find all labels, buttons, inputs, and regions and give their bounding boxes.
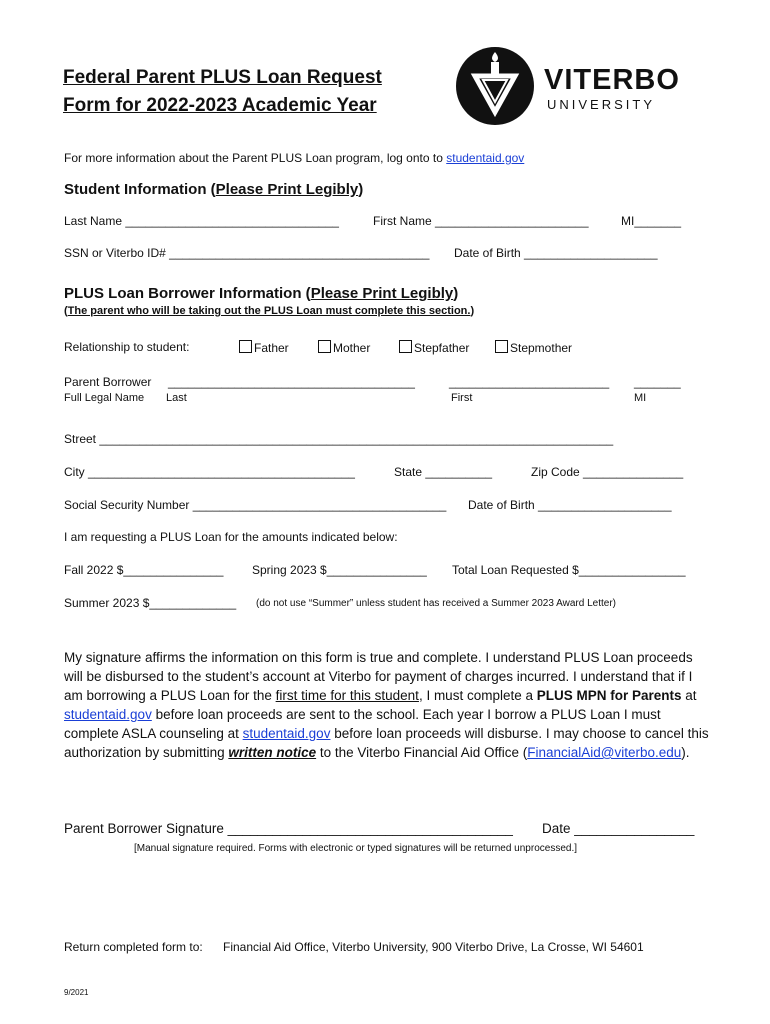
relationship-label: Relationship to student: xyxy=(64,340,190,354)
heading-text: Student Information ( xyxy=(64,181,216,198)
studentaid-link-1[interactable]: studentaid.gov xyxy=(64,707,152,722)
subheading-text: The parent who will be taking out the PLUS Loan must complete this section. xyxy=(67,305,471,317)
first-name-field[interactable]: First Name _______________________ xyxy=(373,214,589,228)
parent-dob-field[interactable]: Date of Birth ____________________ xyxy=(468,498,672,512)
signature-note: [Manual signature required. Forms with electronic or typed signatures will be returned unprocessed.] xyxy=(134,843,577,854)
heading-underlined: Please Print Legibly xyxy=(310,285,454,302)
checkbox-mother[interactable] xyxy=(318,340,370,355)
affirmation-text: to the Viterbo Financial Aid Office ( xyxy=(316,745,528,760)
checkbox-icon[interactable] xyxy=(399,340,412,353)
checkbox-icon[interactable] xyxy=(239,340,252,353)
first-label: First xyxy=(451,392,473,404)
parent-last-name-field[interactable]: _____________________________________ xyxy=(168,375,415,389)
student-info-heading xyxy=(64,181,363,198)
parent-ssn-field[interactable]: Social Security Number ______________________________________ xyxy=(64,498,447,512)
return-label: Return completed form to: xyxy=(64,940,203,954)
checkbox-label: Stepmother xyxy=(510,341,573,355)
affirmation-text: ). xyxy=(681,745,690,760)
checkbox-icon[interactable] xyxy=(318,340,331,353)
logo-wordmark: VITERBO xyxy=(544,64,680,96)
fall-amount-field[interactable]: Fall 2022 $_______________ xyxy=(64,563,224,577)
written-notice-text: written notice xyxy=(228,745,317,760)
affirmation-text: at xyxy=(681,688,697,703)
mi-field[interactable]: MI_______ xyxy=(621,214,682,228)
checkbox-label: Father xyxy=(254,341,289,355)
checkbox-father[interactable] xyxy=(239,340,289,355)
street-field[interactable]: Street _____________________________________________________________________________ xyxy=(64,432,614,446)
state-field[interactable]: State __________ xyxy=(394,465,493,479)
email-link[interactable]: FinancialAid@viterbo.edu xyxy=(527,745,682,760)
viterbo-seal-icon xyxy=(455,46,535,126)
signature-field[interactable]: Parent Borrower Signature ______________________________________ xyxy=(64,821,513,836)
zip-field[interactable]: Zip Code _______________ xyxy=(531,465,684,479)
logo-subtitle: UNIVERSITY xyxy=(547,97,656,112)
last-label: Last xyxy=(166,392,187,404)
last-name-field[interactable]: Last Name ________________________________ xyxy=(64,214,339,228)
page-title-line1: Federal Parent PLUS Loan Request xyxy=(63,67,382,88)
first-time-text: first time for this student xyxy=(275,688,419,703)
checkbox-stepmother[interactable] xyxy=(495,340,572,355)
borrower-subheading: (The parent who will be taking out the PLUS Loan must complete this section.) xyxy=(64,305,475,317)
spring-amount-field[interactable]: Spring 2023 $_______________ xyxy=(252,563,427,577)
heading-end: ) xyxy=(453,285,459,302)
studentaid-link-2[interactable]: studentaid.gov xyxy=(242,726,331,741)
affirmation-text: before loan proceeds will disburse. I may choose to cancel this authorization by submitting xyxy=(64,726,709,760)
request-text: I am requesting a PLUS Loan for the amounts indicated below: xyxy=(64,530,398,544)
total-amount-field[interactable]: Total Loan Requested $________________ xyxy=(452,563,686,577)
checkbox-stepfather[interactable] xyxy=(399,340,469,355)
return-address: Financial Aid Office, Viterbo University, 900 Viterbo Drive, La Crosse, WI 54601 xyxy=(223,940,644,954)
signature-date-field[interactable]: Date ________________ xyxy=(542,821,695,836)
heading-text: PLUS Loan Borrower Information ( xyxy=(64,285,311,302)
ssn-field[interactable]: SSN or Viterbo ID# _______________________________________ xyxy=(64,246,430,260)
checkbox-icon[interactable] xyxy=(495,340,508,353)
summer-amount-field[interactable]: Summer 2023 $_____________ xyxy=(64,596,237,610)
affirmation-paragraph xyxy=(64,648,714,762)
affirmation-text: before loan proceeds are sent to the school. Each year I borrow a PLUS Loan I must complete ASLA counseling at xyxy=(64,707,661,741)
checkbox-label: Mother xyxy=(333,341,371,355)
mi-label: MI xyxy=(634,392,647,404)
borrower-info-heading xyxy=(64,285,458,302)
intro-link[interactable]: studentaid.gov xyxy=(446,151,525,165)
affirmation-text: , I must complete a xyxy=(418,688,537,703)
dob-field[interactable]: Date of Birth ____________________ xyxy=(454,246,658,260)
checkbox-label: Stepfather xyxy=(414,341,470,355)
full-legal-name-label: Full Legal Name xyxy=(64,392,145,404)
page-title-line2: Form for 2022-2023 Academic Year xyxy=(63,95,377,116)
heading-end: ) xyxy=(358,181,364,198)
parent-mi-field[interactable]: _______ xyxy=(634,375,681,389)
city-field[interactable]: City ________________________________________ xyxy=(64,465,355,479)
summer-note: (do not use “Summer” unless student has received a Summer 2023 Award Letter) xyxy=(256,598,616,609)
intro-text: For more information about the Parent PLUS Loan program, log onto to xyxy=(64,151,443,165)
viterbo-logo xyxy=(455,46,535,126)
revision-date: 9/2021 xyxy=(64,988,89,997)
parent-borrower-label: Parent Borrower xyxy=(64,375,152,389)
parent-first-name-field[interactable]: ________________________ xyxy=(449,375,610,389)
mpn-text: PLUS MPN for Parents xyxy=(536,688,682,703)
affirmation-text: My signature affirms the information on this form is true and complete. I understand PLUS Loan proceeds will be disbursed to the student’s account at Viterbo for payment of charges incurred. I understand that if I am borrowing a PLUS Loan for the xyxy=(64,650,693,703)
heading-underlined: Please Print Legibly xyxy=(215,181,359,198)
intro-line xyxy=(64,151,524,165)
